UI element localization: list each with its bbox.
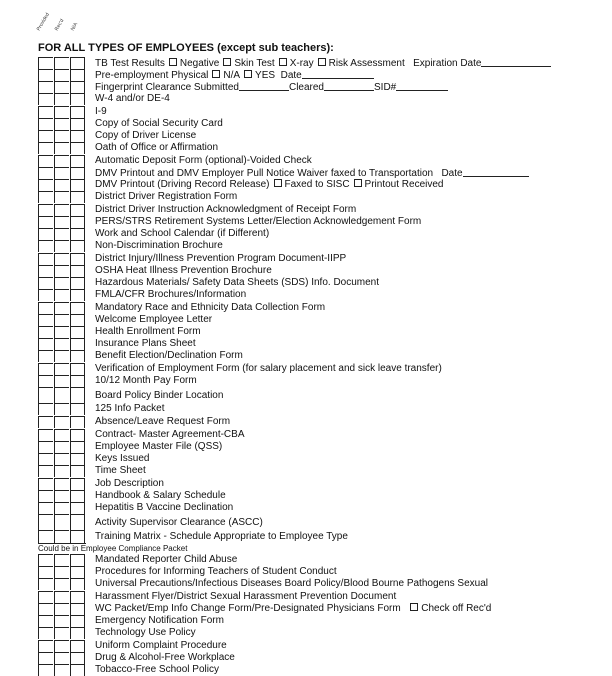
checklist-row-wc xyxy=(0,603,612,615)
checkbox-provided[interactable] xyxy=(38,652,53,664)
checkbox-na[interactable] xyxy=(70,453,85,465)
checkbox-recd[interactable] xyxy=(54,387,69,403)
checkbox-provided[interactable] xyxy=(38,93,53,105)
checkbox-provided[interactable] xyxy=(38,118,53,130)
checklist-row xyxy=(0,403,612,415)
item-label: Work and School Calendar (if Different) xyxy=(95,228,270,239)
checkbox-na[interactable] xyxy=(70,554,85,566)
physical-label: Pre-employment Physical xyxy=(95,70,209,81)
item-label: Harassment Flyer/District Sexual Harassment Prevention Document xyxy=(95,591,397,602)
checklist-row xyxy=(0,265,612,277)
checkbox-printout-received[interactable] xyxy=(354,179,362,187)
checkbox-na[interactable] xyxy=(70,664,85,676)
checkbox-recd[interactable] xyxy=(54,326,69,338)
checklist-row xyxy=(0,130,612,142)
checkbox-provided[interactable] xyxy=(38,387,53,403)
checkbox-na[interactable] xyxy=(70,627,85,639)
checklist-row xyxy=(0,441,612,453)
checkbox-provided[interactable] xyxy=(38,363,53,375)
checkbox-recd[interactable] xyxy=(54,350,69,362)
checkbox-provided[interactable] xyxy=(38,502,53,514)
checkbox-provided[interactable] xyxy=(38,429,53,441)
checklist-row xyxy=(0,277,612,289)
checkbox-na[interactable] xyxy=(70,429,85,441)
checklist-row xyxy=(0,416,612,428)
item-label: PERS/STRS Retirement Systems Letter/Election Acknowledgement Form xyxy=(95,216,422,227)
checklist-row xyxy=(0,228,612,240)
checklist-row-dmv-notice xyxy=(0,167,612,179)
item-label: Keys Issued xyxy=(95,453,150,464)
checkbox-na[interactable] xyxy=(70,530,85,543)
checkbox-na[interactable] xyxy=(70,603,85,615)
submitted-field[interactable] xyxy=(239,81,289,91)
checkbox-recd[interactable] xyxy=(54,478,69,490)
sid-field[interactable] xyxy=(396,81,448,91)
checkbox-na[interactable] xyxy=(70,289,85,301)
checklist-row xyxy=(0,530,612,543)
checkbox-recd[interactable] xyxy=(54,265,69,277)
checklist-row-fingerprint xyxy=(0,81,612,93)
checklist-row xyxy=(0,640,612,652)
item-label: Health Enrollment Form xyxy=(95,326,201,337)
checkbox-recd[interactable] xyxy=(54,578,69,590)
checkbox-na[interactable] xyxy=(70,167,85,179)
checkbox-recd[interactable] xyxy=(54,363,69,375)
item-label: 10/12 Month Pay Form xyxy=(95,375,197,386)
section-title: FOR ALL TYPES OF EMPLOYEES (except sub teachers): xyxy=(38,42,334,54)
checkbox-na[interactable] xyxy=(70,204,85,216)
checkbox-na[interactable] xyxy=(70,142,85,154)
checkbox-provided[interactable] xyxy=(38,591,53,603)
option-skin-test-label: Skin Test xyxy=(234,58,275,69)
checkbox-recd[interactable] xyxy=(54,216,69,228)
item-label: Mandated Reporter Child Abuse xyxy=(95,554,238,565)
item-label: District Injury/Illness Prevention Program Document-IIPP xyxy=(95,253,347,264)
checklist-row xyxy=(0,118,612,130)
item-label: Activity Supervisor Clearance (ASCC) xyxy=(95,517,263,528)
checkbox-provided[interactable] xyxy=(38,179,53,191)
checkbox-recd[interactable] xyxy=(54,375,69,387)
item-label: I-9 xyxy=(95,106,107,117)
checkbox-na[interactable] xyxy=(70,578,85,590)
item-label: Tobacco-Free School Policy xyxy=(95,664,219,675)
checkbox-na[interactable] xyxy=(70,566,85,578)
checkbox-physical-yes[interactable] xyxy=(244,70,252,78)
cleared-label: Cleared xyxy=(288,82,324,93)
checkbox-recd[interactable] xyxy=(54,277,69,289)
checkbox-recd[interactable] xyxy=(54,603,69,615)
item-label: Welcome Employee Letter xyxy=(95,314,213,325)
checklist-row xyxy=(0,664,612,676)
item-label: Hazardous Materials/ Safety Data Sheets (SDS) Info. Document xyxy=(95,277,380,288)
option-xray-label: X-ray xyxy=(289,58,314,69)
checklist-row-tb xyxy=(0,57,612,69)
table-bottom-border xyxy=(38,543,86,544)
checkbox-provided[interactable] xyxy=(38,216,53,228)
checkbox-na[interactable] xyxy=(70,314,85,326)
checkbox-provided[interactable] xyxy=(38,627,53,639)
checkbox-provided[interactable] xyxy=(38,375,53,387)
checkbox-recd[interactable] xyxy=(54,502,69,514)
checkbox-na[interactable] xyxy=(70,277,85,289)
checklist-row xyxy=(0,216,612,228)
checkbox-provided[interactable] xyxy=(38,277,53,289)
checklist-row xyxy=(0,106,612,118)
checklist-row xyxy=(0,453,612,465)
checkbox-recd[interactable] xyxy=(54,179,69,191)
checkbox-provided[interactable] xyxy=(38,228,53,240)
checkbox-recd[interactable] xyxy=(54,130,69,142)
checkbox-recd[interactable] xyxy=(54,167,69,179)
sid-label: SID# xyxy=(374,82,397,93)
checkbox-na[interactable] xyxy=(70,155,85,167)
checkbox-provided[interactable] xyxy=(38,130,53,142)
checkbox-na[interactable] xyxy=(70,228,85,240)
item-label: Benefit Election/Declination Form xyxy=(95,350,243,361)
item-label: Automatic Deposit Form (optional)-Voided Check xyxy=(95,155,312,166)
checkbox-provided[interactable] xyxy=(38,490,53,502)
option-physical-na-label: N/A xyxy=(223,70,241,81)
checkbox-recd[interactable] xyxy=(54,191,69,203)
column-header-recd: Rec'd xyxy=(53,18,66,32)
checkbox-na[interactable] xyxy=(70,216,85,228)
checkbox-provided[interactable] xyxy=(38,416,53,428)
checkbox-recd[interactable] xyxy=(54,142,69,154)
checkbox-na[interactable] xyxy=(70,416,85,428)
checklist-row xyxy=(0,652,612,664)
checkbox-provided[interactable] xyxy=(38,57,53,69)
checkbox-risk-assessment[interactable] xyxy=(318,58,326,66)
checkbox-recd[interactable] xyxy=(54,554,69,566)
checkbox-na[interactable] xyxy=(70,81,85,93)
checkbox-na[interactable] xyxy=(70,338,85,350)
checkbox-provided[interactable] xyxy=(38,478,53,490)
checklist-row-physical xyxy=(0,69,612,81)
checkbox-provided[interactable] xyxy=(38,289,53,301)
checkbox-na[interactable] xyxy=(70,179,85,191)
checkbox-recd[interactable] xyxy=(54,81,69,93)
checkbox-recd[interactable] xyxy=(54,627,69,639)
checkbox-na[interactable] xyxy=(70,375,85,387)
checkbox-na[interactable] xyxy=(70,502,85,514)
item-label: Hepatitis B Vaccine Declination xyxy=(95,502,234,513)
checkbox-recd[interactable] xyxy=(54,204,69,216)
checkbox-na[interactable] xyxy=(70,240,85,252)
checkbox-recd[interactable] xyxy=(54,566,69,578)
checkbox-physical-na[interactable] xyxy=(212,70,220,78)
checklist-row xyxy=(0,591,612,603)
item-label: W-4 and/or DE-4 xyxy=(95,93,170,104)
item-label: Insurance Plans Sheet xyxy=(95,338,196,349)
checkbox-na[interactable] xyxy=(70,403,85,415)
checkbox-recd[interactable] xyxy=(54,155,69,167)
item-label: Copy of Social Security Card xyxy=(95,118,223,129)
dmv-notice-date-label: Date xyxy=(441,168,463,179)
checkbox-provided[interactable] xyxy=(38,603,53,615)
item-label: Contract- Master Agreement-CBA xyxy=(95,429,245,440)
item-label: Emergency Notification Form xyxy=(95,615,224,626)
item-label: Employee Master File (QSS) xyxy=(95,441,223,452)
item-label: Verification of Employment Form (for salary placement and sick leave transfer) xyxy=(95,363,442,374)
item-label: District Driver Instruction Acknowledgment of Receipt Form xyxy=(95,204,357,215)
checkbox-provided[interactable] xyxy=(38,530,53,543)
checkbox-provided[interactable] xyxy=(38,640,53,652)
item-label: 125 Info Packet xyxy=(95,403,165,414)
checklist-row xyxy=(0,289,612,301)
checkbox-provided[interactable] xyxy=(38,204,53,216)
checkbox-na[interactable] xyxy=(70,118,85,130)
checkbox-na[interactable] xyxy=(70,302,85,314)
checkbox-na[interactable] xyxy=(70,591,85,603)
dmv-release-row-label xyxy=(95,179,443,191)
item-label: Time Sheet xyxy=(95,465,146,476)
checkbox-provided[interactable] xyxy=(38,265,53,277)
checkbox-provided[interactable] xyxy=(38,615,53,627)
checkbox-recd[interactable] xyxy=(54,465,69,477)
item-label: Universal Precautions/Infectious Diseases Board Policy/Blood Bourne Pathogens Sexual xyxy=(95,578,488,589)
checkbox-na[interactable] xyxy=(70,652,85,664)
checkbox-na[interactable] xyxy=(70,253,85,265)
checklist-row xyxy=(0,253,612,265)
checkbox-na[interactable] xyxy=(70,640,85,652)
checklist-row-dmv-release xyxy=(0,179,612,191)
checkbox-recd[interactable] xyxy=(54,93,69,105)
checkbox-recd[interactable] xyxy=(54,652,69,664)
checkbox-recd[interactable] xyxy=(54,640,69,652)
checklist-row xyxy=(0,93,612,105)
item-label: Oath of Office or Affirmation xyxy=(95,142,219,153)
checklist-row xyxy=(0,142,612,154)
checkbox-faxed-sisc[interactable] xyxy=(274,179,282,187)
item-label: Mandatory Race and Ethnicity Data Collection Form xyxy=(95,302,326,313)
item-label: Absence/Leave Request Form xyxy=(95,416,231,427)
checkbox-na[interactable] xyxy=(70,615,85,627)
cleared-field[interactable] xyxy=(324,81,374,91)
item-label: Procedures for Informing Teachers of Student Conduct xyxy=(95,566,337,577)
checkbox-provided[interactable] xyxy=(38,338,53,350)
option-physical-yes-label: YES xyxy=(255,70,276,81)
item-label: OSHA Heat Illness Prevention Brochure xyxy=(95,265,272,276)
checkbox-na[interactable] xyxy=(70,130,85,142)
checklist-row xyxy=(0,375,612,387)
checkbox-provided[interactable] xyxy=(38,554,53,566)
checklist-row xyxy=(0,191,612,203)
checkbox-na[interactable] xyxy=(70,465,85,477)
dmv-notice-date-field[interactable] xyxy=(463,167,529,177)
checklist-row xyxy=(0,514,612,530)
wc-label: WC Packet/Emp Info Change Form/Pre-Designated Physicians Form xyxy=(95,603,401,614)
checkbox-na[interactable] xyxy=(70,265,85,277)
item-label: FMLA/CFR Brochures/Information xyxy=(95,289,247,300)
option-printout-received-label: Printout Received xyxy=(364,179,444,190)
checkbox-recd[interactable] xyxy=(54,106,69,118)
checkbox-provided[interactable] xyxy=(38,326,53,338)
expiration-date-field[interactable] xyxy=(481,57,551,67)
checkbox-provided[interactable] xyxy=(38,465,53,477)
checkbox-check-off-recd[interactable] xyxy=(410,603,418,611)
column-header-na: N/A xyxy=(69,21,80,32)
checkbox-provided[interactable] xyxy=(38,453,53,465)
checklist-row xyxy=(0,627,612,639)
checkbox-provided[interactable] xyxy=(38,314,53,326)
item-label: Training Matrix - Schedule Appropriate to Employee Type xyxy=(95,531,348,542)
checkbox-recd[interactable] xyxy=(54,490,69,502)
checklist-row xyxy=(0,578,612,590)
checklist-row xyxy=(0,478,612,490)
checkbox-provided[interactable] xyxy=(38,69,53,81)
checkbox-skin-test[interactable] xyxy=(223,58,231,66)
checklist-row xyxy=(0,302,612,314)
checkbox-na[interactable] xyxy=(70,363,85,375)
checklist-row xyxy=(0,490,612,502)
checkbox-provided[interactable] xyxy=(38,191,53,203)
checklist-row xyxy=(0,615,612,627)
checkbox-recd[interactable] xyxy=(54,453,69,465)
checkbox-recd[interactable] xyxy=(54,69,69,81)
checkbox-provided[interactable] xyxy=(38,142,53,154)
checkbox-na[interactable] xyxy=(70,387,85,403)
wc-row-label xyxy=(95,603,491,615)
checkbox-provided[interactable] xyxy=(38,253,53,265)
checklist-row xyxy=(0,314,612,326)
option-check-off-recd-label: Check off Rec'd xyxy=(421,603,492,614)
physical-date-label: Date xyxy=(280,70,302,81)
checkbox-provided[interactable] xyxy=(38,578,53,590)
option-faxed-sisc-label: Faxed to SISC xyxy=(284,179,350,190)
checkbox-provided[interactable] xyxy=(38,81,53,93)
checkbox-recd[interactable] xyxy=(54,57,69,69)
item-label: Non-Discrimination Brochure xyxy=(95,240,223,251)
checkbox-provided[interactable] xyxy=(38,664,53,676)
checkbox-na[interactable] xyxy=(70,106,85,118)
checkbox-recd[interactable] xyxy=(54,338,69,350)
checkbox-recd[interactable] xyxy=(54,416,69,428)
checkbox-provided[interactable] xyxy=(38,514,53,530)
checkbox-xray[interactable] xyxy=(279,58,287,66)
checkbox-provided[interactable] xyxy=(38,106,53,118)
checkbox-provided[interactable] xyxy=(38,350,53,362)
item-label: Copy of Driver License xyxy=(95,130,197,141)
checkbox-na[interactable] xyxy=(70,69,85,81)
item-label: Uniform Complaint Procedure xyxy=(95,640,227,651)
checkbox-recd[interactable] xyxy=(54,615,69,627)
checklist-row xyxy=(0,465,612,477)
checklist-row xyxy=(0,554,612,566)
checklist-row xyxy=(0,566,612,578)
checkbox-na[interactable] xyxy=(70,478,85,490)
checkbox-provided[interactable] xyxy=(38,167,53,179)
checklist-row xyxy=(0,326,612,338)
checkbox-na[interactable] xyxy=(70,490,85,502)
checkbox-provided[interactable] xyxy=(38,240,53,252)
checkbox-recd[interactable] xyxy=(54,591,69,603)
checkbox-na[interactable] xyxy=(70,191,85,203)
item-label: District Driver Registration Form xyxy=(95,191,238,202)
item-label: Handbook & Salary Schedule xyxy=(95,490,226,501)
checkbox-recd[interactable] xyxy=(54,441,69,453)
checkbox-na[interactable] xyxy=(70,57,85,69)
checkbox-recd[interactable] xyxy=(54,314,69,326)
checkbox-recd[interactable] xyxy=(54,514,69,530)
checkbox-na[interactable] xyxy=(70,350,85,362)
checklist-row xyxy=(0,204,612,216)
checkbox-recd[interactable] xyxy=(54,228,69,240)
checkbox-recd[interactable] xyxy=(54,289,69,301)
checklist-row xyxy=(0,363,612,375)
checkbox-provided[interactable] xyxy=(38,403,53,415)
checkbox-recd[interactable] xyxy=(54,530,69,543)
option-negative-label: Negative xyxy=(179,58,220,69)
checklist-row xyxy=(0,350,612,362)
checkbox-na[interactable] xyxy=(70,326,85,338)
checkbox-na[interactable] xyxy=(70,441,85,453)
checkbox-provided[interactable] xyxy=(38,155,53,167)
expiration-date-label: Expiration Date xyxy=(413,58,482,69)
dmv-notice-label: DMV Printout and DMV Employer Pull Notice Waiver faxed to Transportation xyxy=(95,168,434,179)
dmv-release-label: DMV Printout (Driving Record Release) xyxy=(95,179,270,190)
checkbox-provided[interactable] xyxy=(38,302,53,314)
item-label: Technology Use Policy xyxy=(95,627,196,638)
checkbox-recd[interactable] xyxy=(54,429,69,441)
checkbox-recd[interactable] xyxy=(54,664,69,676)
option-risk-assessment-label: Risk Assessment xyxy=(328,58,405,69)
column-header-provided: Provided xyxy=(35,11,51,32)
physical-date-field[interactable] xyxy=(302,69,374,79)
checkbox-na[interactable] xyxy=(70,93,85,105)
checklist-row xyxy=(0,429,612,441)
checklist-row xyxy=(0,155,612,167)
checkbox-recd[interactable] xyxy=(54,118,69,130)
checklist-row xyxy=(0,338,612,350)
compliance-packet-note: Could be in Employee Compliance Packet xyxy=(38,544,188,553)
checkbox-provided[interactable] xyxy=(38,441,53,453)
item-label: Job Description xyxy=(95,478,164,489)
checklist-row xyxy=(0,502,612,514)
checkbox-negative[interactable] xyxy=(169,58,177,66)
checklist-row xyxy=(0,240,612,252)
fingerprint-label: Fingerprint Clearance Submitted xyxy=(95,82,239,93)
checkbox-na[interactable] xyxy=(70,514,85,530)
checkbox-provided[interactable] xyxy=(38,566,53,578)
checklist-row xyxy=(0,387,612,403)
checkbox-recd[interactable] xyxy=(54,253,69,265)
item-label: Board Policy Binder Location xyxy=(95,390,224,401)
tb-label: TB Test Results xyxy=(95,58,165,69)
checkbox-recd[interactable] xyxy=(54,403,69,415)
item-label: Drug & Alcohol-Free Workplace xyxy=(95,652,235,663)
checkbox-recd[interactable] xyxy=(54,302,69,314)
checkbox-recd[interactable] xyxy=(54,240,69,252)
